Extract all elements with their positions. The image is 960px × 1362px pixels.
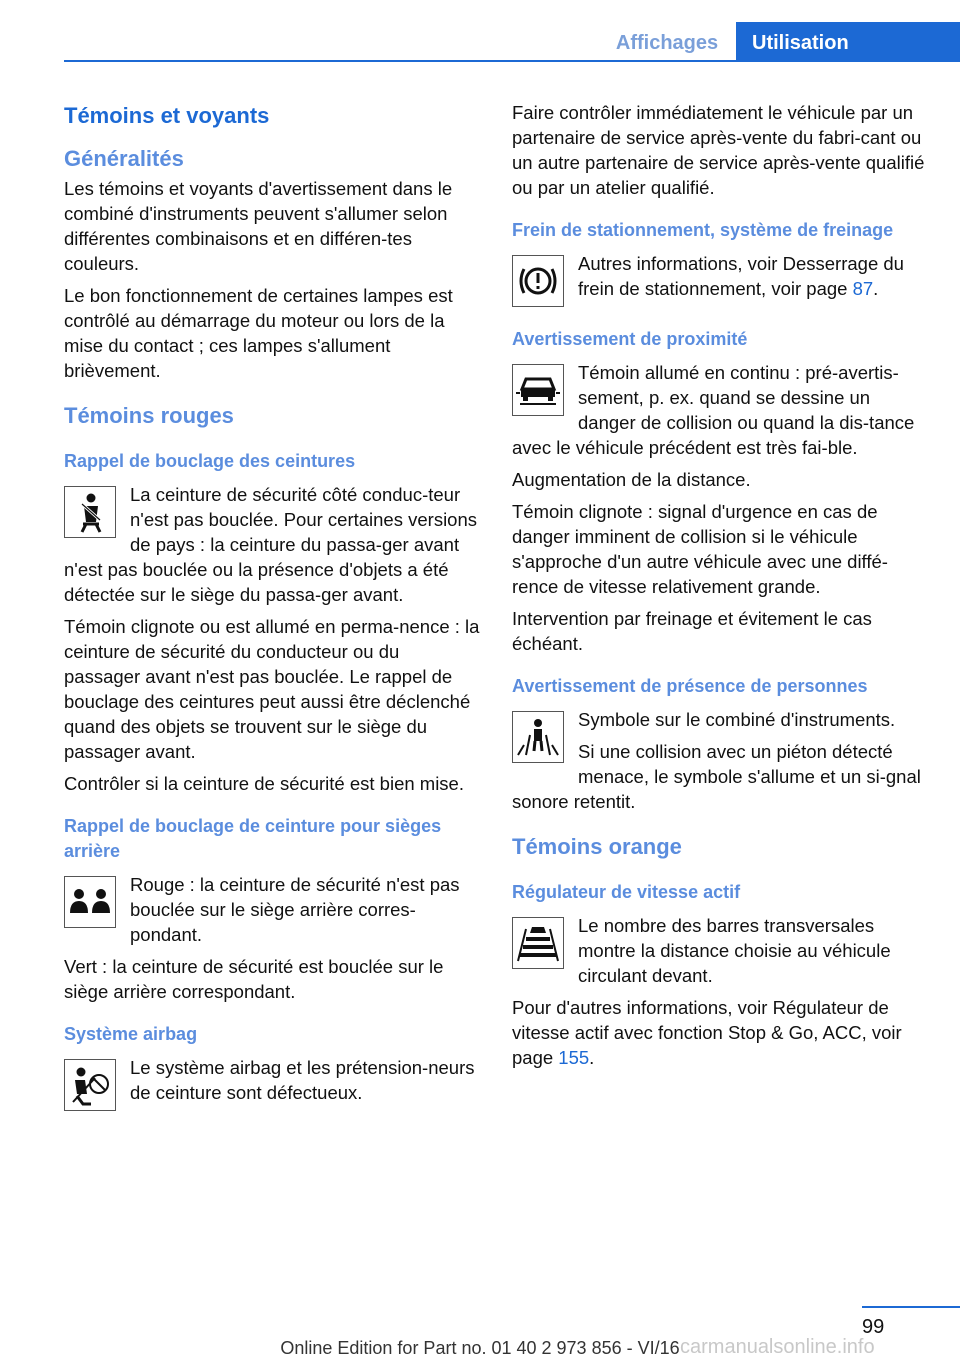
personnes-heading: Avertissement de présence de personnes — [512, 676, 868, 696]
proximity-warning-icon — [512, 364, 564, 416]
ceintures-heading: Rappel de bouclage des ceintures — [64, 451, 356, 471]
airbag-heading: Système airbag — [64, 1024, 198, 1044]
frein-block — [512, 251, 928, 301]
arriere-block — [64, 872, 480, 947]
generalites-heading: Généralités — [64, 146, 184, 171]
temoins-rouges-heading: Témoins rouges — [64, 403, 234, 428]
tab-affichages[interactable]: Affichages — [615, 32, 719, 54]
frein-paragraph — [512, 251, 928, 301]
proximite-block — [512, 360, 928, 460]
generalites-paragraph-1: Les témoins et voyants d'avertissement dans le combiné d'instruments peuvent s'allumer selon différentes combinaisons et en différen‐tes couleurs. — [64, 178, 453, 274]
regulateur-heading: Régulateur de vitesse actif — [512, 882, 741, 902]
airbag-icon — [64, 1059, 116, 1111]
page-header — [0, 0, 960, 62]
pedestrian-warning-icon — [512, 711, 564, 763]
edition-line: Online Edition for Part no. 01 40 2 973 856 - VI/16 — [280, 1338, 680, 1358]
intro-paragraph: Faire contrôler immédiatement le véhicule par un partenaire de service après-vente du fabri‐cant ou un autre partenaire de service après-vente qualifié ou par un atelier qualifié. — [512, 102, 925, 198]
header-rule — [64, 60, 960, 62]
generalites-paragraph-2: Le bon fonctionnement de certaines lampes est contrôlé au démarrage du moteur ou lors de la mise du contact ; ces lampes s'allument brièvement. — [64, 285, 453, 381]
regulateur-text-end: . — [589, 1047, 595, 1068]
arriere-paragraph-1: Rouge : la ceinture de sécurité n'est pas bouclée sur le siège arrière corres‐pondant. — [130, 874, 460, 945]
watermark: carmanualsonline.info — [680, 1336, 875, 1358]
proximite-heading: Avertissement de proximité — [512, 329, 748, 349]
page-link-87[interactable]: 87 — [852, 278, 874, 299]
proximite-paragraph-2: Augmentation de la distance. — [512, 469, 751, 490]
footer-rule — [862, 1306, 960, 1308]
personnes-block — [512, 707, 928, 814]
page-link-155[interactable]: 155 — [558, 1047, 590, 1068]
tab-utilisation[interactable]: Utilisation — [736, 22, 960, 62]
ceintures-paragraph-3: Contrôler si la ceinture de sécurité est bien mise. — [64, 773, 464, 794]
airbag-paragraph-1: Le système airbag et les prétension‐neurs de ceinture sont défectueux. — [130, 1057, 475, 1103]
ceintures-paragraph-1: La ceinture de sécurité côté conduc‐teur n'est pas bouclée. Pour certaines versions de pays : la ceinture du passa‐ger avant n'est pas bouclée ou la présence d'objets a été détectée sur le siège du passa‐ger avant. — [64, 484, 478, 605]
airbag-block — [64, 1055, 480, 1105]
seatbelt-icon — [64, 486, 116, 538]
ceintures-block — [64, 482, 480, 607]
right-column — [512, 100, 928, 1077]
frein-heading: Frein de stationnement, système de freinage — [512, 220, 894, 240]
page-number: 99 — [862, 1316, 885, 1338]
temoins-orange-heading: Témoins orange — [512, 834, 682, 859]
frein-text-end: . — [873, 278, 879, 299]
regulateur-paragraph-1: Le nombre des barres transversales montre la distance choisie au véhicule circulant devant. — [578, 915, 891, 986]
proximite-paragraph-3: Témoin clignote : signal d'urgence en cas de danger imminent de collision si le véhicule s'approche d'un autre véhicule avec une diffé‐rence de vitesse relativement grande. — [512, 501, 888, 597]
cruise-control-icon — [512, 917, 564, 969]
personnes-paragraph-2: Si une collision avec un piéton détecté menace, le symbole s'allume et un si‐gnal sonore retentit. — [512, 741, 921, 812]
left-column — [64, 100, 480, 1113]
section-title: Témoins et voyants — [64, 103, 270, 128]
proximite-paragraph-1: Témoin allumé en continu : pré-avertis‐sement, p. ex. quand se dessine un danger de collision ou quand la dis‐tance avec le véhicule précédent est très fai‐ble. — [512, 362, 915, 458]
regulateur-paragraph-2 — [512, 995, 928, 1070]
arriere-heading: Rappel de bouclage de ceinture pour sièges arrière — [64, 816, 442, 861]
frein-text: Autres informations, voir Desserrage du frein de stationnement, voir page — [578, 253, 904, 299]
rear-seatbelt-icon — [64, 876, 116, 928]
personnes-paragraph-1: Symbole sur le combiné d'instruments. — [578, 709, 896, 730]
arriere-paragraph-2: Vert : la ceinture de sécurité est bouclée sur le siège arrière correspondant. — [64, 956, 444, 1002]
regulateur-block — [512, 913, 928, 988]
proximite-paragraph-4: Intervention par freinage et évitement le cas échéant. — [512, 608, 872, 654]
parking-brake-icon — [512, 255, 564, 307]
regulateur-text: Pour d'autres informations, voir Régulateur de vitesse actif avec fonction Stop & Go, ACC, voir page — [512, 997, 902, 1068]
ceintures-paragraph-2: Témoin clignote ou est allumé en perma‐nence : la ceinture de sécurité du conducteur ou du passager avant n'est pas bouclée. Le rappel de bouclage des ceintures peut aussi être déclenché quand des objets se trouvent sur le siège du passager avant. — [64, 616, 480, 762]
